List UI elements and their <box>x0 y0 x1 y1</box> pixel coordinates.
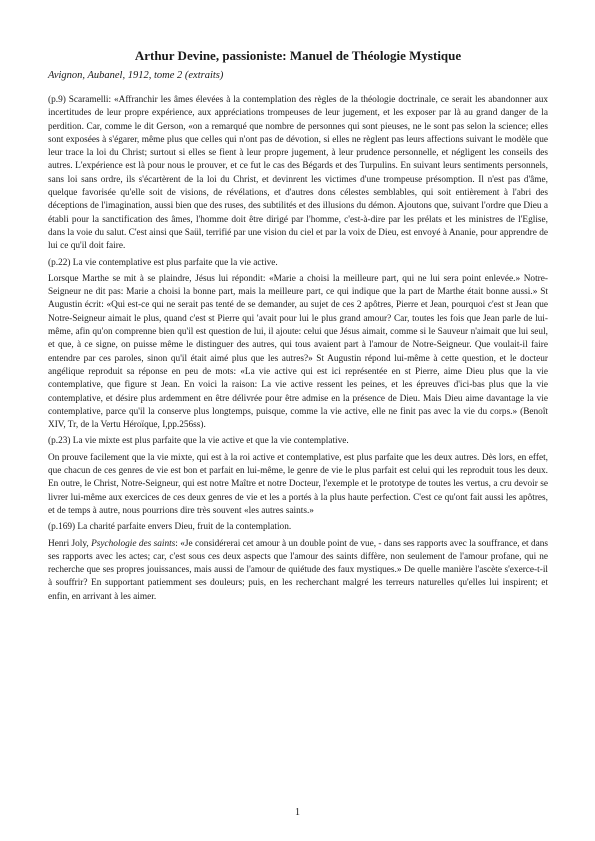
document-subtitle: Avignon, Aubanel, 1912, tome 2 (extraits) <box>48 70 224 81</box>
section-heading-charity: (p.169) La charité parfaite envers Dieu, fruit de la contemplation. <box>48 522 292 533</box>
paragraph-mixed-life: On prouve facilement que la vie mixte, qui est à la roi active et contemplative, est plus parfaite que les deux autres. Dès lors, en effet, que chacun de ces genres de vie est bon et parfait en lui-même, le genre de vie le plus parfait est celui qui les reproduit tous les deux. En outre, le Christ, Notre-Seigneur, qui est notre Maître et notre Docteur, l'exemple et le prototype de toutes les vertus, a cru devoir se livrer lui-même aux exercices de ces deux genres de vie et les a portés à la plus haute perfection. C'est ce qu'ont fait aussi les apôtres, et de temps à autre, nous pourrions dire très souvent «les autres saints.» <box>48 452 548 516</box>
document-title: Arthur Devine, passioniste: Manuel de Théologie Mystique <box>134 48 462 63</box>
section-heading-contemplative: (p.22) La vie contemplative est plus parfaite que la vie active. <box>48 257 278 268</box>
quotation-text: : «Je considérerai cet amour à un double point de vue, - dans ses rapports avec la souffrance, et dans ses rapports avec les actes; car, c'est sous ces deux aspects que l'amour des saints diffère, non seulement de l'amour profane, qui ne recherche que ses propres jouissances, mais aussi de l'amour de quiétude des faux mystiques.» De quelle manière l'ascète s'exerce-t-il à souffrir? En supportant patiemment ses douleurs; puis, en les recherchant malgré les terreurs naturelles qu'elles lui inspirent; et enfin, en arrivant à les aimer. <box>48 538 548 602</box>
author-name: Henri Joly, <box>48 538 92 549</box>
paragraph-scaramelli: (p.9) Scaramelli: «Affranchir les âmes élevées à la contemplation des règles de la théologie doctrinale, ce serait les abandonner aux incertitudes de leur propre expérience, aux appréciations trompeuses de leur jugement, et les exposer par là au grand danger de la perdition. Car, comme le dit Gerson, «on a remarqué que nombre de personnes qui sont pieuses, ne le sont pas selon la science; elles sont exposées à s'égarer, même plus que celles qui n'ont pas de dévotion, si elles ne règlent pas leurs affections suivant le modèle que leur trace la loi du Christ; surtout si elles se fient à leur propre jugement, à leur prudence personnelle, et négligent les conseils des autres. L'expérience est là pour nous le prouver, et ce fut le cas des Bégards et des Turpulins. En suivant leurs sentiments personnels, sans loi sans ordre, ils s'écartèrent de la loi du Christ, et devinrent les victimes d'une trompeuse présomption. Il n'est pas d'âme, quelque favorisée qu'elle soit de visions, de révélations, et d'autres dons célestes semblables, qui soit entièrement à l'abri des déceptions de l'imagination, aussi bien que des ruses, des subtilités et des illusions du démon. Ajoutons que, suivant l'ordre que Dieu a établi pour la sanctification des âmes, l'homme doit être dirigé par l'homme, c'est-à-dire par les prélats et les ministres de l'Eglise, dans la voie du salut. C'est ainsi que Saül, terrifié par une vision du ciel et par la voix de Dieu, est envoyé à Ananie, pour apprendre de lui ce qu'il doit faire. <box>48 95 548 252</box>
page-number: 1 <box>295 807 300 818</box>
work-title: Psychologie des saints <box>91 538 176 549</box>
paragraph-marthe: Lorsque Marthe se mit à se plaindre, Jésus lui répondit: «Marie a choisi la meilleure part, qui ne lui sera point enlevée.» Notre-Seigneur ne dit pas: Marie a choisi la bonne part, mais la meilleure part, ce qui indique que la part de Marthe était bonne aussi.» St Augustin écrit: «Qui est-ce qui ne serait pas tenté de se demander, au sujet de ces 2 apôtres, Pierre et Jean, pourquoi c'est st Jean que Notre-Seigneur aimait le plus, quand c'est st Pierre qui 'avait pour lui le plus grand amour? Car, toutes les fois que Jean parle de lui-même, afin qu'on comprenne bien qu'il est question de lui, il ajoute: celui que Jésus aimait, comme si le Sauveur n'aimait que lui seul, et que, à ce signe, on puisse même le distinguer des autres, qui tous avaient part à l'amour de Notre-Seigneur. Que voulait-il faire entendre par ces paroles, sinon qu'il était aimé plus que les autres?» St Augustin répond lui-même à cette question, et le docteur angélique reproduit sa réponse en peu de mots: «La vie active qui est ici représentée en st Pierre, aime Dieu plus que la vie contemplative, que figure st Jean. En voici la raison: La vie active ressent les peines, et les épreuves d'ici-bas plus que la vie contemplative, et désire plus ardemment en être délivrée pour être admise en la présence de Dieu. Mais Dieu aime davantage la vie contemplative, parce qu'il la conserve plus longtemps, puisque, comme la vie active, elle ne finit pas avec la vie du corps.» (Benoît XIV, Tr, de la Vertu Héroïque, I,pp.256ss). <box>48 273 548 431</box>
paragraph-joly <box>48 538 548 604</box>
section-heading-mixed-life: (p.23) La vie mixte est plus parfaite que la vie active et que la vie contemplative. <box>48 436 349 447</box>
document-page <box>48 48 548 604</box>
